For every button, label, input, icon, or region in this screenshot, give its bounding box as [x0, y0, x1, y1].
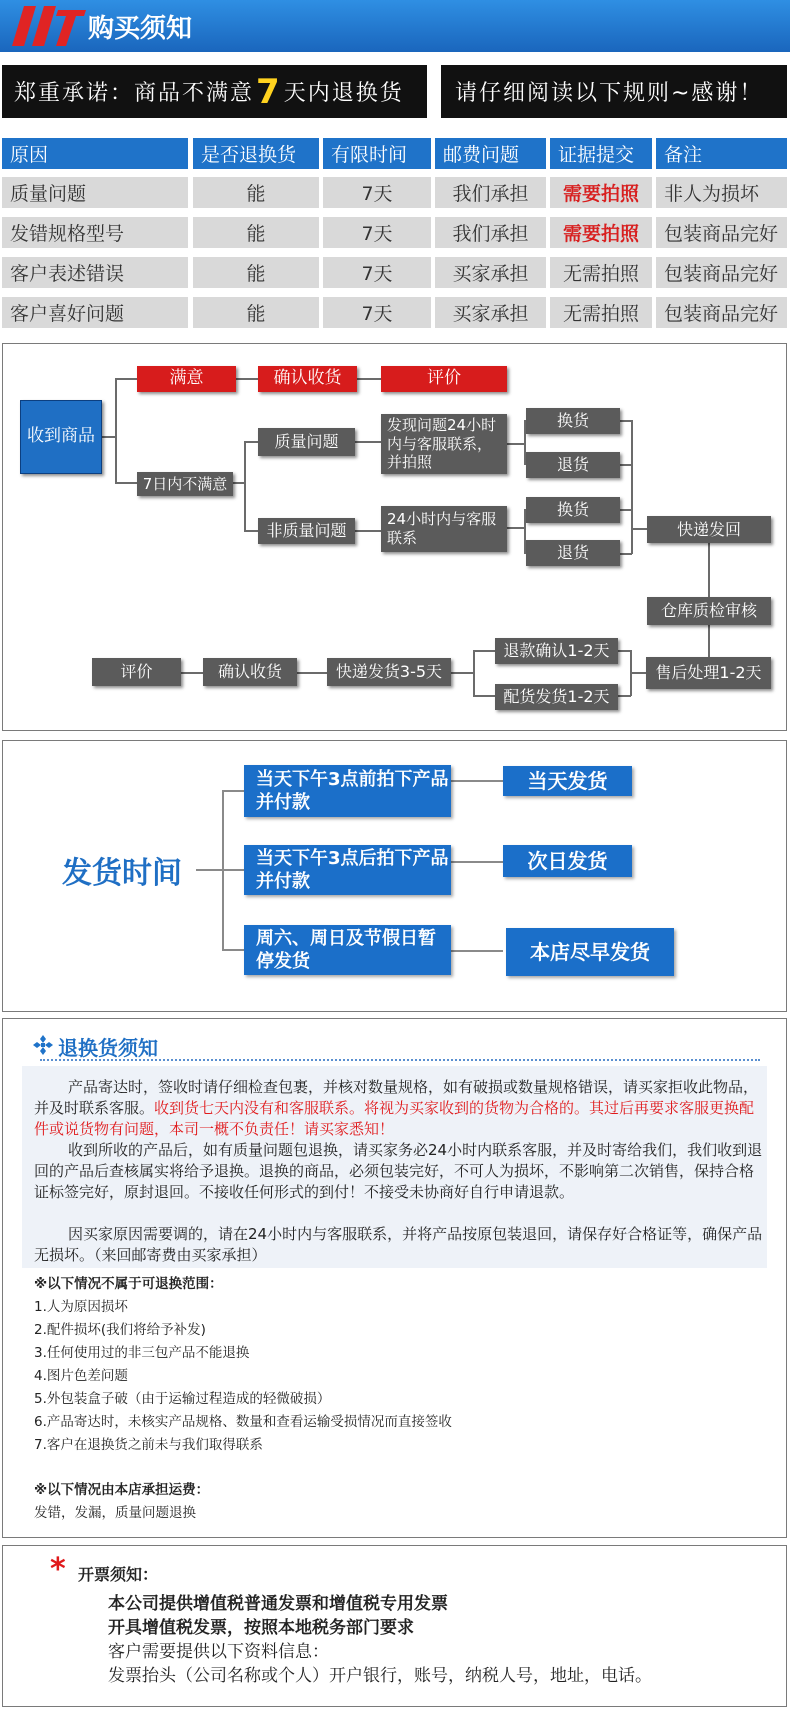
shipping-result-1: 当天发货 [503, 766, 632, 796]
table-cell: 包装商品完好 [656, 257, 787, 288]
excluded-title: ※以下情况不属于可退换范围： [34, 1276, 223, 1292]
shop-pays-title: ※以下情况由本店承担运费： [34, 1482, 210, 1498]
notice-paragraph-1 [34, 1077, 764, 1140]
table-header-cell: 是否退换货 [193, 138, 319, 169]
notice-p1-red: 收到货七天内没有和客服联系。将视为买家收到的货物为合格的。其过后再要求客服更换配件或说货物有问题，本司一概不负责任！请买家悉知！ [34, 1099, 755, 1138]
table-header-cell: 原因 [2, 138, 188, 169]
header-bar [0, 0, 790, 52]
flow-unsatisfied: 7日内不满意 [137, 472, 233, 496]
diamond-bullet-icon [32, 1034, 54, 1056]
return-notice-title: 退换货须知 [58, 1036, 158, 1060]
invoice-line-3: 客户需要提供以下资料信息： [108, 1642, 329, 1662]
flow-confirm-receipt-bottom: 确认收货 [203, 658, 297, 686]
table-cell: 我们承担 [435, 177, 546, 208]
excluded-item: 6.产品寄达时，未核实产品规格、数量和查看运输受损情况而直接签收 [34, 1414, 452, 1430]
table-cell: 能 [193, 297, 319, 328]
shipping-result-3: 本店尽早发货 [506, 928, 674, 976]
promise-banner [2, 65, 427, 118]
flow-exchange-2: 换货 [526, 497, 620, 523]
table-cell: 包装商品完好 [656, 217, 787, 248]
flow-express-back: 快递发回 [647, 516, 771, 543]
flow-quality-contact: 发现问题24小时内与客服联系，并拍照 [381, 414, 507, 474]
flow-non-quality-contact: 24小时内与客服联系 [381, 506, 507, 552]
table-cell: 客户表述错误 [2, 257, 188, 288]
dotted-divider [40, 1059, 760, 1061]
notice-p1-normal: 产品寄达时，签收时请仔细检查包裹，并核对数量规格，如有破损或数量规格错误，请买家拒收此物品，并及时联系客服。 [34, 1078, 759, 1117]
promise-days: 7 [256, 71, 282, 112]
table-cell: 能 [193, 217, 319, 248]
flow-return-2: 退货 [526, 540, 620, 566]
invoice-title: 开票须知： [78, 1565, 159, 1584]
shop-pays-text: 发错，发漏，质量问题退换 [34, 1505, 196, 1521]
table-header-cell: 备注 [656, 138, 787, 169]
table-header-cell: 邮费问题 [435, 138, 546, 169]
excluded-item: 2.配件损坏(我们将给予补发) [34, 1322, 206, 1338]
shipping-result-2: 次日发货 [503, 845, 632, 877]
page-title: 购买须知 [88, 14, 193, 44]
flow-after-sale: 售后处理1-2天 [646, 657, 771, 689]
promise-suffix: 天内退换货 [283, 81, 404, 106]
table-cell: 无需拍照 [550, 257, 652, 288]
flow-received: 收到商品 [20, 400, 102, 474]
table-cell: 买家承担 [435, 257, 546, 288]
notice-paragraph-3: 因买家原因需要调的，请在24小时内与客服联系，并将产品按原包装退回，请保存好合格证等，确保产品无损坏。（来回邮寄费由买家承担） [34, 1225, 763, 1264]
table-header-cell: 证据提交 [550, 138, 652, 169]
table-cell: 需要拍照 [550, 177, 652, 208]
table-cell: 能 [193, 257, 319, 288]
shipping-title: 发货时间 [62, 856, 182, 891]
excluded-item: 1.人为原因损坏 [34, 1299, 128, 1315]
shipping-condition-1: 当天下午3点前拍下产品并付款 [244, 765, 451, 817]
flow-express-ship: 快递发货3-5天 [327, 658, 451, 686]
table-header-cell: 有限时间 [323, 138, 431, 169]
flow-warehouse-check: 仓库质检审核 [647, 597, 771, 625]
flow-refund-confirm: 退款确认1-2天 [495, 638, 618, 664]
flow-review-bottom: 评价 [92, 658, 181, 686]
excluded-item: 7.客户在退换货之前未与我们取得联系 [34, 1437, 263, 1453]
flow-non-quality-issue: 非质量问题 [258, 518, 355, 544]
excluded-list [34, 1296, 452, 1457]
invoice-line-4: 发票抬头（公司名称或个人）开户银行，账号，纳税人号，地址，电话。 [108, 1666, 652, 1686]
read-rules-text: 请仔细阅读以下规则~感谢！ [455, 81, 764, 106]
table-cell: 非人为损坏 [656, 177, 787, 208]
flow-restock-ship: 配货发货1-2天 [495, 684, 618, 710]
table-cell: 客户喜好问题 [2, 297, 188, 328]
brand-logo-icon [10, 4, 88, 48]
table-cell: 包装商品完好 [656, 297, 787, 328]
excluded-item: 3.任何使用过的非三包产品不能退换 [34, 1345, 250, 1361]
table-cell: 能 [193, 177, 319, 208]
flow-satisfied: 满意 [137, 366, 236, 392]
table-cell: 7天 [323, 297, 431, 328]
flow-quality-issue: 质量问题 [258, 428, 355, 456]
table-cell: 发错规格型号 [2, 217, 188, 248]
flow-exchange-1: 换货 [526, 408, 620, 434]
flow-review-top: 评价 [381, 366, 507, 392]
read-rules-banner [441, 65, 787, 118]
excluded-item: 4.图片色差问题 [34, 1368, 128, 1384]
invoice-line-2: 开具增值税发票，按照本地税务部门要求 [108, 1618, 414, 1638]
table-cell: 需要拍照 [550, 217, 652, 248]
table-cell: 无需拍照 [550, 297, 652, 328]
flow-return-1: 退货 [526, 452, 620, 478]
table-cell: 我们承担 [435, 217, 546, 248]
invoice-line-1: 本公司提供增值税普通发票和增值税专用发票 [108, 1594, 448, 1614]
notice-paragraph-2: 收到所收的产品后，如有质量问题包退换，请买家务必24小时内联系客服，并及时寄给我们，我们收到退回的产品后查核属实将给予退换。退换的商品，必须包装完好，不可人为损坏，不影响第二次销售，保持合格证标签完好，原封退回。不接收任何形式的到付！不接受未协商好自行申请退款。 [34, 1141, 763, 1201]
shipping-condition-2: 当天下午3点后拍下产品并付款 [244, 845, 451, 895]
table-cell: 7天 [323, 257, 431, 288]
table-cell: 买家承担 [435, 297, 546, 328]
flow-confirm-receipt-top: 确认收货 [258, 366, 357, 392]
promise-prefix: 郑重承诺：商品不满意 [14, 81, 255, 106]
table-cell: 质量问题 [2, 177, 188, 208]
excluded-item: 5.外包装盒子破（由于运输过程造成的轻微破损） [34, 1391, 331, 1407]
table-cell: 7天 [323, 177, 431, 208]
shipping-condition-3: 周六、周日及节假日暂停发货 [244, 925, 451, 975]
asterisk-icon: * [50, 1552, 66, 1587]
table-cell: 7天 [323, 217, 431, 248]
